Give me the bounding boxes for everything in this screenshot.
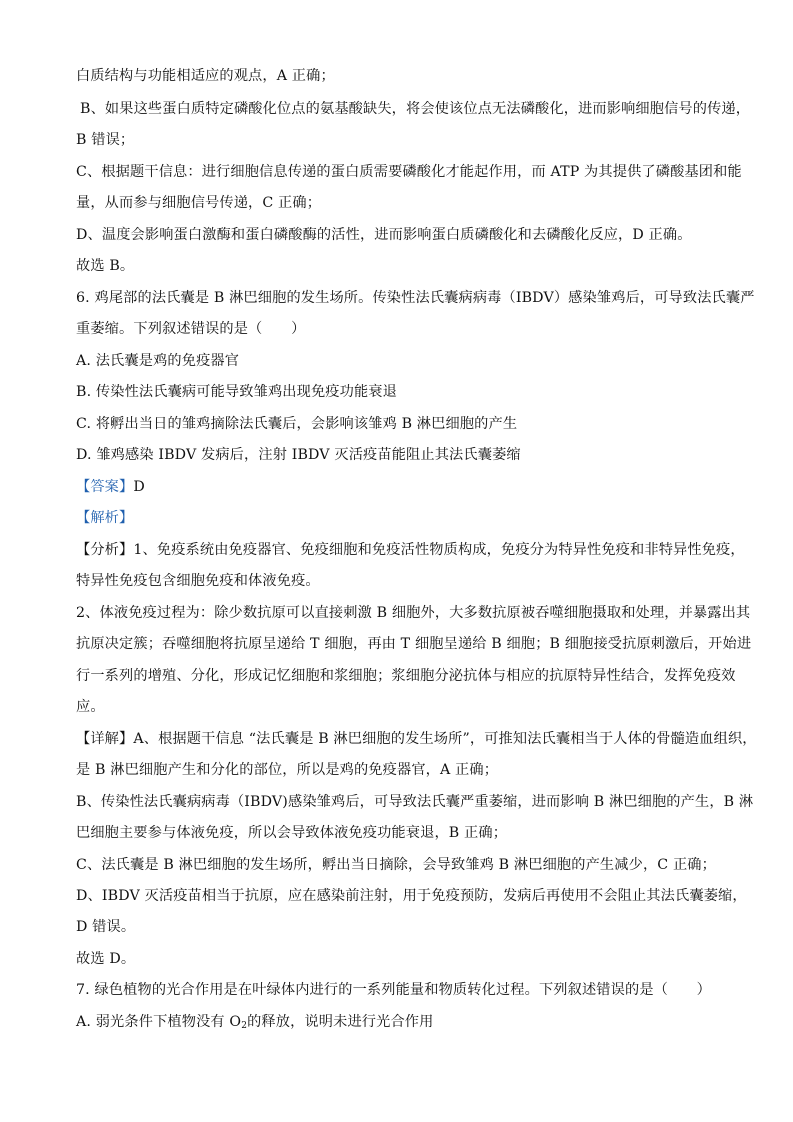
option-a-text: A. 弱光条件下植物没有 O bbox=[76, 1014, 242, 1030]
text-line: 量，从而参与细胞信号传递，C 正确； bbox=[76, 195, 322, 211]
text-line: 2、体液免疫过程为：除少数抗原可以直接刺激 B 细胞外，大多数抗原被吞噬细胞摄取和处理，并暴露出其 bbox=[76, 605, 751, 621]
option-c: C. 将孵出当日的雏鸡摘除法氏囊后，会影响该雏鸡 B 淋巴细胞的产生 bbox=[76, 416, 518, 432]
option-d: D. 雏鸡感染 IBDV 发病后，注射 IBDV 灭活疫苗能阻止其法氏囊萎缩 bbox=[76, 447, 521, 463]
xiangjie-label: 【详解】 bbox=[76, 731, 134, 747]
text-line: B、传染性法氏囊病病毒（IBDV)感染雏鸡后，可导致法氏囊严重萎缩，进而影响 B 淋巴细胞的产生，B 淋 bbox=[76, 794, 754, 810]
text-line: D、IBDV 灭活疫苗相当于抗原，应在感染前注射，用于免疫预防，发病后再使用不会阻止其法氏囊萎缩， bbox=[76, 888, 747, 904]
question-stem: 6. 鸡尾部的法氏囊是 B 淋巴细胞的发生场所。传染性法氏囊病病毒（IBDV）感染雏鸡后，可导致法氏囊严 bbox=[76, 290, 755, 306]
text-line: C、根据题干信息：进行细胞信息传递的蛋白质需要磷酸化才能起作用，而 ATP 为其提供了磷酸基团和能 bbox=[76, 164, 742, 180]
text-line: 巴细胞主要参与体液免疫，所以会导致体液免疫功能衰退，B 正确； bbox=[76, 825, 508, 841]
answer-line bbox=[76, 477, 733, 497]
analysis-label: 【解析】 bbox=[76, 510, 134, 526]
option-a: A. 法氏囊是鸡的免疫器官 bbox=[76, 353, 240, 369]
text-line: B、如果这些蛋白质特定磷酸化位点的氨基酸缺失，将会使该位点无法磷酸化，进而影响细胞信号的传递， bbox=[80, 101, 751, 117]
fenxi-label: 【分析】 bbox=[76, 542, 134, 558]
xiangjie-line bbox=[76, 729, 757, 749]
option-a bbox=[76, 1012, 733, 1032]
conclusion-line: 故选 D。 bbox=[76, 951, 136, 967]
fenxi-line bbox=[76, 540, 745, 560]
question-stem: 7. 绿色植物的光合作用是在叶绿体内进行的一系列能量和物质转化过程。下列叙述错误的是（ ） bbox=[76, 982, 712, 998]
subscript: 2 bbox=[241, 1021, 248, 1031]
question-stem: 重萎缩。下列叙述错误的是（ ） bbox=[76, 321, 306, 337]
answer-label: 【答案】 bbox=[76, 479, 134, 495]
option-a-text-rest: 的释放，说明未进行光合作用 bbox=[247, 1014, 434, 1030]
text-line: 白质结构与功能相适应的观点，A 正确； bbox=[76, 68, 335, 84]
fenxi-text: 1、免疫系统由免疫器官、免疫细胞和免疫活性物质构成，免疫分为特异性免疫和非特异性免疫， bbox=[133, 542, 745, 558]
text-line: B 错误； bbox=[76, 132, 135, 148]
text-line: 应。 bbox=[76, 699, 105, 715]
text-line: 特异性免疫包含细胞免疫和体液免疫。 bbox=[76, 573, 320, 589]
text-line: C、法氏囊是 B 淋巴细胞的发生场所，孵出当日摘除，会导致雏鸡 B 淋巴细胞的产生减少，C 正确； bbox=[76, 857, 716, 873]
text-line: 是 B 淋巴细胞产生和分化的部位，所以是鸡的免疫器官，A 正确； bbox=[76, 762, 499, 778]
text-line: D、温度会影响蛋白激酶和蛋白磷酸酶的活性，进而影响蛋白质磷酸化和去磷酸化反应，D 正确。 bbox=[76, 227, 692, 243]
option-b: B. 传染性法氏囊病可能导致雏鸡出现免疫功能衰退 bbox=[76, 384, 397, 400]
text-line: 行一系列的增殖、分化，形成记忆细胞和浆细胞；浆细胞分泌抗体与相应的抗原特异性结合，发挥免疫效 bbox=[76, 668, 736, 684]
xiangjie-text: A、根据题干信息 “法氏囊是 B 淋巴细胞的发生场所”，可推知法氏囊相当于人体的骨髓造血组织， bbox=[133, 731, 757, 747]
conclusion-line: 故选 B。 bbox=[76, 258, 135, 274]
text-line: 抗原决定簇；吞噬细胞将抗原呈递给 T 细胞，再由 T 细胞呈递给 B 细胞；B 细胞接受抗原刺激后，开始进 bbox=[76, 636, 752, 652]
answer-value: D bbox=[133, 479, 145, 495]
text-line: D 错误。 bbox=[76, 919, 136, 935]
